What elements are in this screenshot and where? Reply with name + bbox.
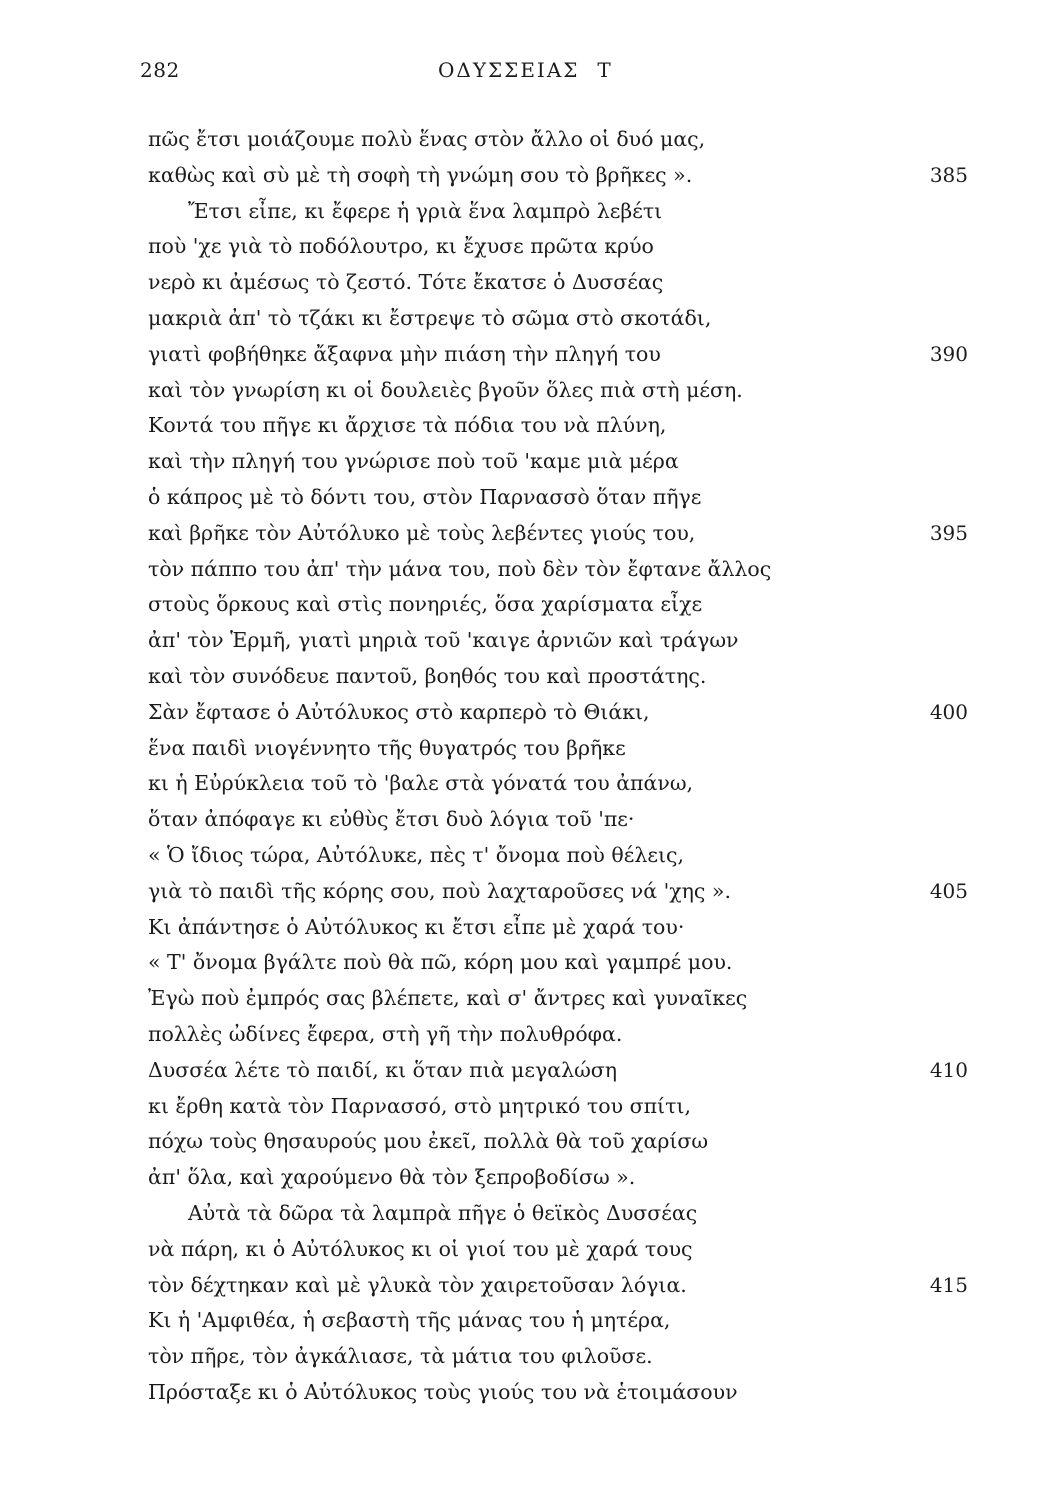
verse-line-text: ἀπ' τὸν Ἑρμῆ, γιατὶ μηριὰ τοῦ 'καιγε ἀρνιῶν καὶ τράγων bbox=[148, 628, 739, 653]
verse-line-text: πῶς ἔτσι μοιάζουμε πολὺ ἕνας στὸν ἄλλο οἱ δυό μας, bbox=[148, 127, 706, 151]
verse-line bbox=[148, 1339, 968, 1375]
running-title bbox=[438, 58, 613, 82]
verse-line-text: καὶ βρῆκε τὸν Αὐτόλυκο μὲ τοὺς λεβέντες γιούς του, bbox=[148, 520, 696, 545]
verse-line-text: καὶ τὸν γνωρίση κι οἱ δουλειὲς βγοῦν ὅλες πιὰ στὴ μέση. bbox=[148, 377, 743, 402]
verse-line-text: νερὸ κι ἀμέσως τὸ ζεστό. Τότε ἔκατσε ὁ Δυσσέας bbox=[148, 270, 664, 295]
page-number: 282 bbox=[140, 58, 180, 82]
book-letter: Τ bbox=[597, 58, 613, 82]
line-number: 415 bbox=[929, 1272, 968, 1297]
verse-line bbox=[148, 1303, 968, 1339]
verse-line bbox=[148, 695, 968, 731]
verse-line-text: γιατὶ φοβήθηκε ἄξαφνα μὴν πιάση τὴν πληγή του bbox=[148, 341, 661, 366]
verse-line bbox=[148, 229, 968, 265]
verse-line bbox=[148, 838, 968, 874]
verse-line bbox=[148, 766, 968, 802]
verse-line-text: καὶ τὸν συνόδευε παντοῦ, βοηθός του καὶ προστάτης. bbox=[148, 663, 707, 688]
verse-line bbox=[148, 1053, 968, 1089]
verse-line-text: γιὰ τὸ παιδὶ τῆς κόρης σου, ποὺ λαχταροῦσες νά 'χης ». bbox=[148, 878, 731, 903]
verse-line bbox=[148, 301, 968, 337]
verse-line bbox=[148, 659, 968, 695]
verse-line bbox=[148, 945, 968, 981]
verse-line-text: Πρόσταξε κι ὁ Αὐτόλυκος τοὺς γιούς του νὰ ἑτοιμάσουν bbox=[148, 1379, 738, 1404]
verse-line-text: ἀπ' ὅλα, καὶ χαρούμενο θὰ τὸν ξεπροβοδίσω ». bbox=[148, 1165, 636, 1190]
verse-line-text: καὶ τὴν πληγή του γνώρισε ποὺ τοῦ 'καμε μιὰ μέρα bbox=[148, 449, 679, 474]
line-number: 390 bbox=[929, 341, 968, 366]
verse-line bbox=[148, 194, 968, 230]
verse-line-text: Δυσσέα λέτε τὸ παιδί, κι ὅταν πιὰ μεγαλώση bbox=[148, 1057, 618, 1082]
running-title-text: ΟΔΥΣΣΕΙΑΣ bbox=[438, 58, 580, 82]
verse-line-text: μακριὰ ἀπ' τὸ τζάκι κι ἔστρεψε τὸ σῶμα στὸ σκοτάδι, bbox=[148, 305, 712, 330]
verse-line bbox=[148, 1160, 968, 1196]
verse-line bbox=[148, 1196, 968, 1232]
verse-line-text: Σὰν ἔφτασε ὁ Αὐτόλυκος στὸ καρπερὸ τὸ Θιάκι, bbox=[148, 699, 650, 724]
verse-line bbox=[148, 1375, 968, 1411]
verse-line bbox=[148, 910, 968, 946]
verse-line bbox=[148, 587, 968, 623]
verse-line bbox=[148, 1124, 968, 1160]
verse-line-text: τὸν δέχτηκαν καὶ μὲ γλυκὰ τὸν χαιρετοῦσαν λόγια. bbox=[148, 1272, 687, 1297]
verse-line bbox=[148, 158, 968, 194]
verse-line-text: « Ὁ ἴδιος τώρα, Αὐτόλυκε, πὲς τ' ὄνομα ποὺ θέλεις, bbox=[148, 842, 685, 867]
verse-line-text: ὁ κάπρος μὲ τὸ δόντι του, στὸν Παρνασσὸ ὅταν πῆγε bbox=[148, 484, 702, 509]
verse-line bbox=[148, 1268, 968, 1304]
line-number: 400 bbox=[929, 699, 968, 724]
line-number: 410 bbox=[929, 1057, 968, 1082]
verse-line bbox=[148, 480, 968, 516]
verse-line-text: ποὺ 'χε γιὰ τὸ ποδόλουτρο, κι ἔχυσε πρῶτα κρύο bbox=[148, 234, 654, 259]
verse-line-text: κι ἔρθη κατὰ τὸν Παρνασσό, στὸ μητρικό του σπίτι, bbox=[148, 1093, 691, 1118]
line-number: 395 bbox=[929, 520, 968, 545]
verse-line-text: Ἔτσι εἶπε, κι ἔφερε ἡ γριὰ ἕνα λαμπρὸ λεβέτι bbox=[188, 198, 663, 223]
verse-line bbox=[148, 874, 968, 910]
verse-text bbox=[148, 122, 968, 1411]
verse-line-text: τὸν πῆρε, τὸν ἀγκάλιασε, τὰ μάτια του φιλοῦσε. bbox=[148, 1344, 653, 1369]
verse-line-text: πολλὲς ὠδίνες ἔφερα, στὴ γῆ τὴν πολυθρόφα. bbox=[148, 1021, 623, 1046]
verse-line-text: νὰ πάρη, κι ὁ Αὐτόλυκος κι οἱ γιοί του μὲ χαρά τους bbox=[148, 1236, 693, 1261]
verse-line bbox=[148, 802, 968, 838]
verse-line bbox=[148, 408, 968, 444]
verse-line-text: Ἐγὼ ποὺ ἐμπρός σας βλέπετε, καὶ σ' ἄντρες καὶ γυναῖκες bbox=[148, 986, 748, 1011]
verse-line-text: στοὺς ὅρκους καὶ στὶς πονηριές, ὅσα χαρίσματα εἶχε bbox=[148, 592, 703, 617]
verse-line-text: Κοντά του πῆγε κι ἄρχισε τὰ πόδια του νὰ πλύνη, bbox=[148, 413, 667, 438]
line-number: 385 bbox=[929, 162, 968, 187]
verse-line-text: « Τ' ὄνομα βγάλτε ποὺ θὰ πῶ, κόρη μου καὶ γαμπρέ μου. bbox=[148, 950, 733, 975]
page-header bbox=[140, 58, 968, 92]
verse-line bbox=[148, 731, 968, 767]
verse-line bbox=[148, 552, 968, 588]
verse-line bbox=[148, 265, 968, 301]
verse-line-text: πόχω τοὺς θησαυρούς μου ἐκεῖ, πολλὰ θὰ τοῦ χαρίσω bbox=[148, 1129, 709, 1154]
verse-line-text: ὅταν ἀπόφαγε κι εὐθὺς ἔτσι δυὸ λόγια τοῦ 'πε· bbox=[148, 807, 635, 832]
verse-line bbox=[148, 1017, 968, 1053]
verse-line bbox=[148, 337, 968, 373]
verse-line-text: Αὐτὰ τὰ δῶρα τὰ λαμπρὰ πῆγε ὁ θεϊκὸς Δυσσέας bbox=[188, 1200, 698, 1225]
verse-line-text: Κι ἡ 'Αμφιθέα, ἡ σεβαστὴ τῆς μάνας του ἡ μητέρα, bbox=[148, 1308, 671, 1333]
verse-line-text: τὸν πάππο του ἀπ' τὴν μάνα του, ποὺ δὲν τὸν ἔφτανε ἄλλος bbox=[148, 556, 772, 581]
verse-line bbox=[148, 122, 968, 158]
verse-line bbox=[148, 623, 968, 659]
verse-line-text: Κι ἀπάντησε ὁ Αὐτόλυκος κι ἔτσι εἶπε μὲ χαρά του· bbox=[148, 914, 685, 939]
verse-line-text: ἕνα παιδὶ νιογέννητο τῆς θυγατρός του βρῆκε bbox=[148, 735, 626, 760]
verse-line bbox=[148, 373, 968, 409]
verse-line bbox=[148, 444, 968, 480]
verse-line-text: καθὼς καὶ σὺ μὲ τὴ σοφὴ τὴ γνώμη σου τὸ βρῆκες ». bbox=[148, 162, 693, 187]
verse-line-text: κι ἡ Εὐρύκλεια τοῦ τὸ 'βαλε στὰ γόνατά του ἀπάνω, bbox=[148, 771, 694, 796]
line-number: 405 bbox=[929, 878, 968, 903]
verse-line bbox=[148, 516, 968, 552]
verse-line bbox=[148, 1232, 968, 1268]
verse-line bbox=[148, 981, 968, 1017]
verse-line bbox=[148, 1089, 968, 1125]
